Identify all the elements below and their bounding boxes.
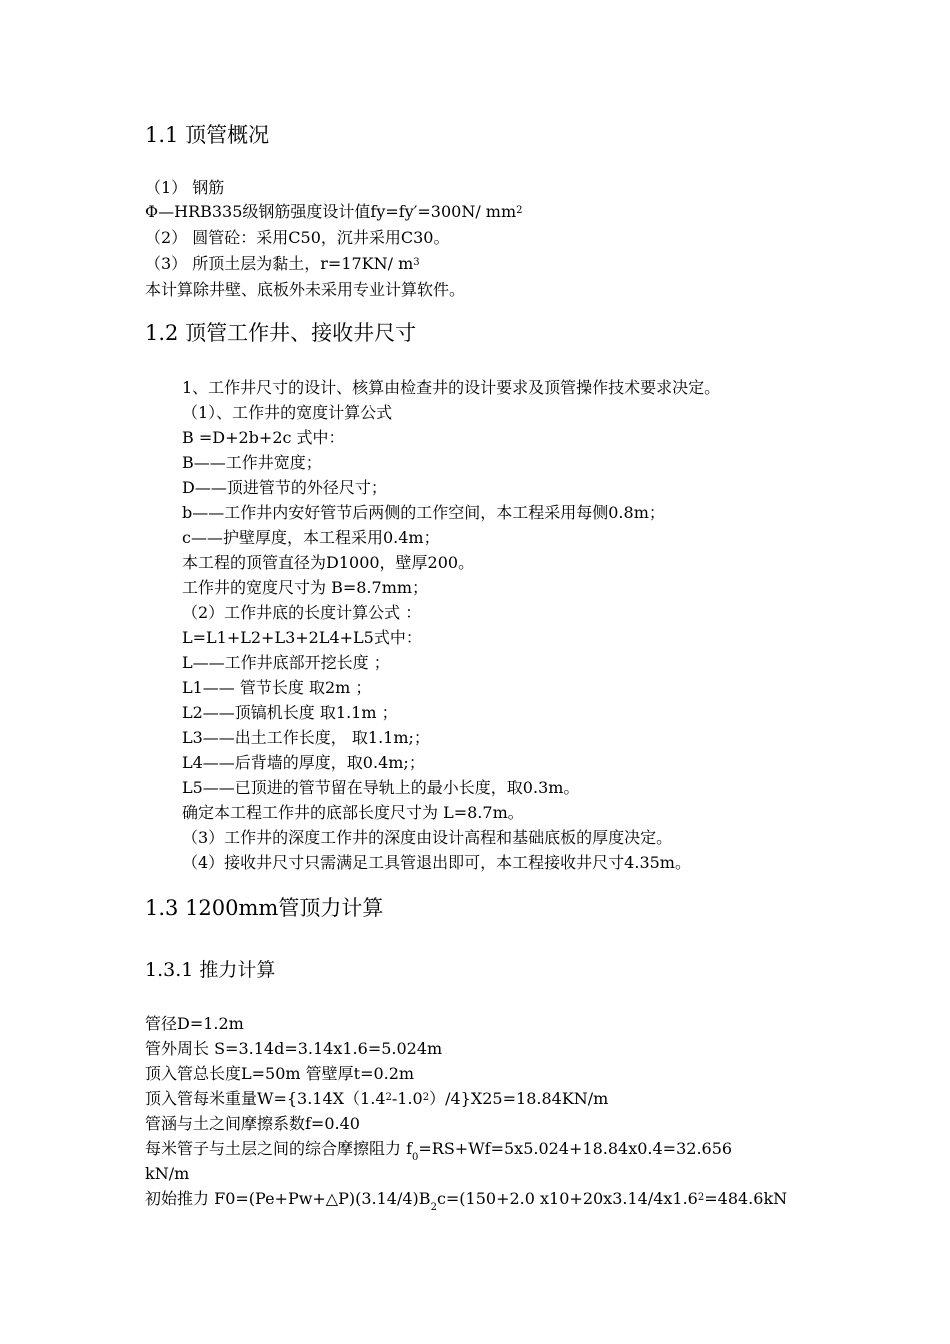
shaft-length-formula: L=L1+L2+L3+2L4+L5式中： <box>182 628 422 647</box>
shaft-l1-definition: L1—— 管节长度 取2m ； <box>182 678 372 697</box>
overview-note: 本计算除井壁、底板外未采用专业计算软件。 <box>145 280 466 299</box>
shaft-l3-definition: L3——出土工作长度， 取1.1m;； <box>182 728 430 747</box>
shaft-l5-definition: L5——已顶进的管节留在导轨上的最小长度，取0.3m。 <box>182 778 580 797</box>
shaft-depth: （3）工作井的深度工作井的深度由设计高程和基础底板的厚度决定。 <box>182 828 673 847</box>
shaft-pipe-spec: 本工程的顶管直径为D1000，壁厚200。 <box>182 553 475 572</box>
thrust-initial-force: 初始推力 $F0=(Pe+Pw+\triangle P)(3.14/4)B_2c=(150+2.0$ $x10+20x3.14/4x1.6^2=484.6kN$ <box>145 1189 788 1213</box>
thrust-length-thickness: 顶入管总长度L=50m 管壁厚t=0.2m <box>145 1064 415 1083</box>
thrust-friction-resistance: 每米管子与土层之间的综合摩擦阻力 $f_0=RS+Wf=5x5.024+18.84x0.4=32.656$ <box>145 1139 733 1163</box>
overview-item-1-detail: Φ—HRB335级钢筋强度设计值fy=fy′=300N/ $mm^2$ <box>145 202 523 221</box>
thrust-friction-coefficient: 管涵与土之间摩擦系数f=0.40 <box>145 1114 360 1133</box>
section-heading-1-2: 1.2 顶管工作井、接收井尺寸 <box>145 321 417 345</box>
shaft-length-result: 确定本工程工作井的底部长度尺寸为 L=8.7m。 <box>182 803 524 822</box>
section-heading-1-3: 1.3 1200mm管顶力计算 <box>145 896 384 920</box>
overview-item-3: （3） 所顶土层为黏土，r=17KN/ $m^3$ <box>145 254 420 273</box>
shaft-width-title: （1）、工作井的宽度计算公式 <box>182 403 393 422</box>
thrust-weight: 顶入管每米重量$W=\{3.14X(1.4^2-1.0^2)/4\}X25=18.84KN/m$ <box>145 1089 609 1108</box>
shaft-b-definition: B——工作井宽度； <box>182 453 322 472</box>
shaft-intro: 1、工作井尺寸的设计、核算由检查井的设计要求及顶管操作技术要求决定。 <box>182 378 721 397</box>
shaft-l2-definition: L2——顶镐机长度 取1.1m ； <box>182 703 398 722</box>
shaft-length-title: （2）工作井底的长度计算公式 ： <box>182 603 422 622</box>
section-heading-1-1: 1.1 顶管概况 <box>145 123 270 147</box>
shaft-c-definition: c——护壁厚度，本工程采用0.4m； <box>182 528 440 547</box>
thrust-diameter: 管径D=1.2m <box>145 1014 244 1033</box>
shaft-d-definition: D——顶进管节的外径尺寸； <box>182 478 387 497</box>
thrust-perimeter: 管外周长 S=3.14d=3.14x1.6=5.024m <box>145 1039 443 1058</box>
overview-item-2: （2） 圆管砼：采用C50，沉井采用C30。 <box>145 228 450 247</box>
shaft-b-small-definition: b——工作井内安好管节后两侧的工作空间，本工程采用每侧0.8m； <box>182 503 665 522</box>
section-heading-1-3-1: 1.3.1 推力计算 <box>145 959 276 981</box>
shaft-receiving: （4）接收井尺寸只需满足工具管退出即可，本工程接收井尺寸4.35m。 <box>182 853 691 872</box>
shaft-width-result: 工作井的宽度尺寸为 B=8.7mm； <box>182 578 429 597</box>
shaft-l4-definition: L4——后背墙的厚度，取0.4m;； <box>182 753 425 772</box>
overview-item-1: （1） 钢筋 <box>145 178 225 197</box>
shaft-width-formula: B =D+2b+2c 式中： <box>182 428 345 447</box>
shaft-l-definition: L——工作井底部开挖长度 ； <box>182 653 390 672</box>
thrust-friction-unit: kN/m <box>145 1164 190 1183</box>
